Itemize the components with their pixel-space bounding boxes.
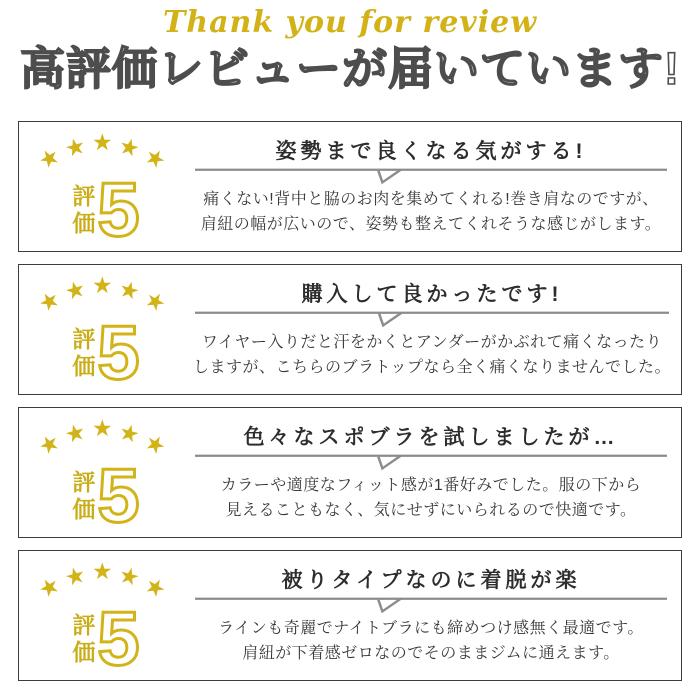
review-content (191, 278, 683, 381)
page-title: 高評価レビューが届いています! (20, 43, 680, 94)
review-body-line: 痛くない!背中と脇のお肉を集めてくれる!巻き肩なのですが、 (203, 191, 659, 209)
review-body-line: しますが、こちらのブラトップなら全く痛くなりませんでした。 (193, 359, 672, 376)
speech-bubble-underline (193, 597, 669, 615)
star-icon: ★ (116, 561, 143, 592)
review-body-line: 肩紐の幅が広いので、姿勢も整えてくれそうな感じがします。 (200, 216, 662, 233)
rating-score: 5 (97, 597, 140, 683)
star-icon: ★ (92, 272, 113, 299)
review-body-line: カラーや適度なフィット感が1番好みでした。服の下から (220, 477, 642, 495)
star-icon: ★ (140, 141, 171, 175)
review-title: 被りタイプなのに着脱が楽 (281, 569, 581, 593)
star-rating (33, 558, 171, 604)
star-icon: ★ (33, 141, 65, 175)
star-icon: ★ (61, 275, 89, 306)
star-icon: ★ (33, 284, 65, 318)
star-icon: ★ (92, 558, 113, 585)
star-icon: ★ (140, 427, 171, 461)
star-icon: ★ (33, 427, 65, 461)
review-content (191, 421, 681, 524)
review-body-line: 見えることもなく、気にせずにいられるので快適です。 (225, 502, 637, 519)
speech-bubble-underline (193, 311, 671, 329)
star-rating (33, 415, 171, 461)
star-icon: ★ (33, 570, 65, 604)
review-body-line: 肩紐が下着感ゼロなのでそのままジムに通えます。 (242, 645, 620, 662)
rating-block (19, 127, 191, 254)
star-icon: ★ (116, 275, 143, 306)
review-title: 購入して良かったです! (301, 283, 563, 307)
review-card (18, 121, 682, 252)
star-icon: ★ (140, 284, 171, 318)
review-body (193, 474, 669, 524)
star-icon: ★ (61, 561, 89, 592)
star-icon: ★ (92, 415, 113, 442)
review-body-line: ワイヤー入りだと汗をかくとアンダーがかぶれて痛くなったり (201, 334, 663, 352)
rating-row (69, 597, 140, 683)
rating-row (69, 168, 140, 254)
star-icon: ★ (140, 570, 171, 604)
rating-label: 評価 (69, 327, 96, 382)
star-icon: ★ (116, 418, 143, 449)
rating-block (19, 270, 191, 397)
rating-block (19, 556, 191, 683)
rating-score: 5 (97, 454, 140, 540)
review-card (18, 407, 682, 538)
star-icon: ★ (116, 132, 143, 163)
rating-label: 評価 (69, 613, 96, 668)
rating-score: 5 (97, 311, 140, 397)
review-body (193, 331, 671, 381)
review-body (193, 188, 669, 238)
review-card (18, 550, 682, 681)
star-rating (33, 129, 171, 175)
speech-bubble-underline (193, 454, 669, 472)
star-icon: ★ (61, 132, 89, 163)
rating-row (69, 311, 140, 397)
rating-row (69, 454, 140, 540)
eyebrow-text: Thank you for review (162, 5, 538, 40)
review-body-line: ラインも奇麗でナイトブラにも締めつけ感無く最適です。 (218, 620, 644, 638)
review-card (18, 264, 682, 395)
rating-score: 5 (97, 168, 140, 254)
star-icon: ★ (92, 129, 113, 156)
review-card-list (18, 121, 682, 693)
review-title: 色々なスポブラを試しましたが… (243, 426, 619, 450)
speech-bubble-underline (193, 168, 669, 186)
review-body (193, 617, 669, 667)
rating-label: 評価 (69, 184, 96, 239)
star-icon: ★ (61, 418, 89, 449)
rating-label: 評価 (69, 470, 96, 525)
review-content (191, 564, 681, 667)
review-content (191, 135, 681, 238)
review-title: 姿勢まで良くなる気がする! (275, 140, 587, 164)
rating-block (19, 413, 191, 540)
star-rating (33, 272, 171, 318)
